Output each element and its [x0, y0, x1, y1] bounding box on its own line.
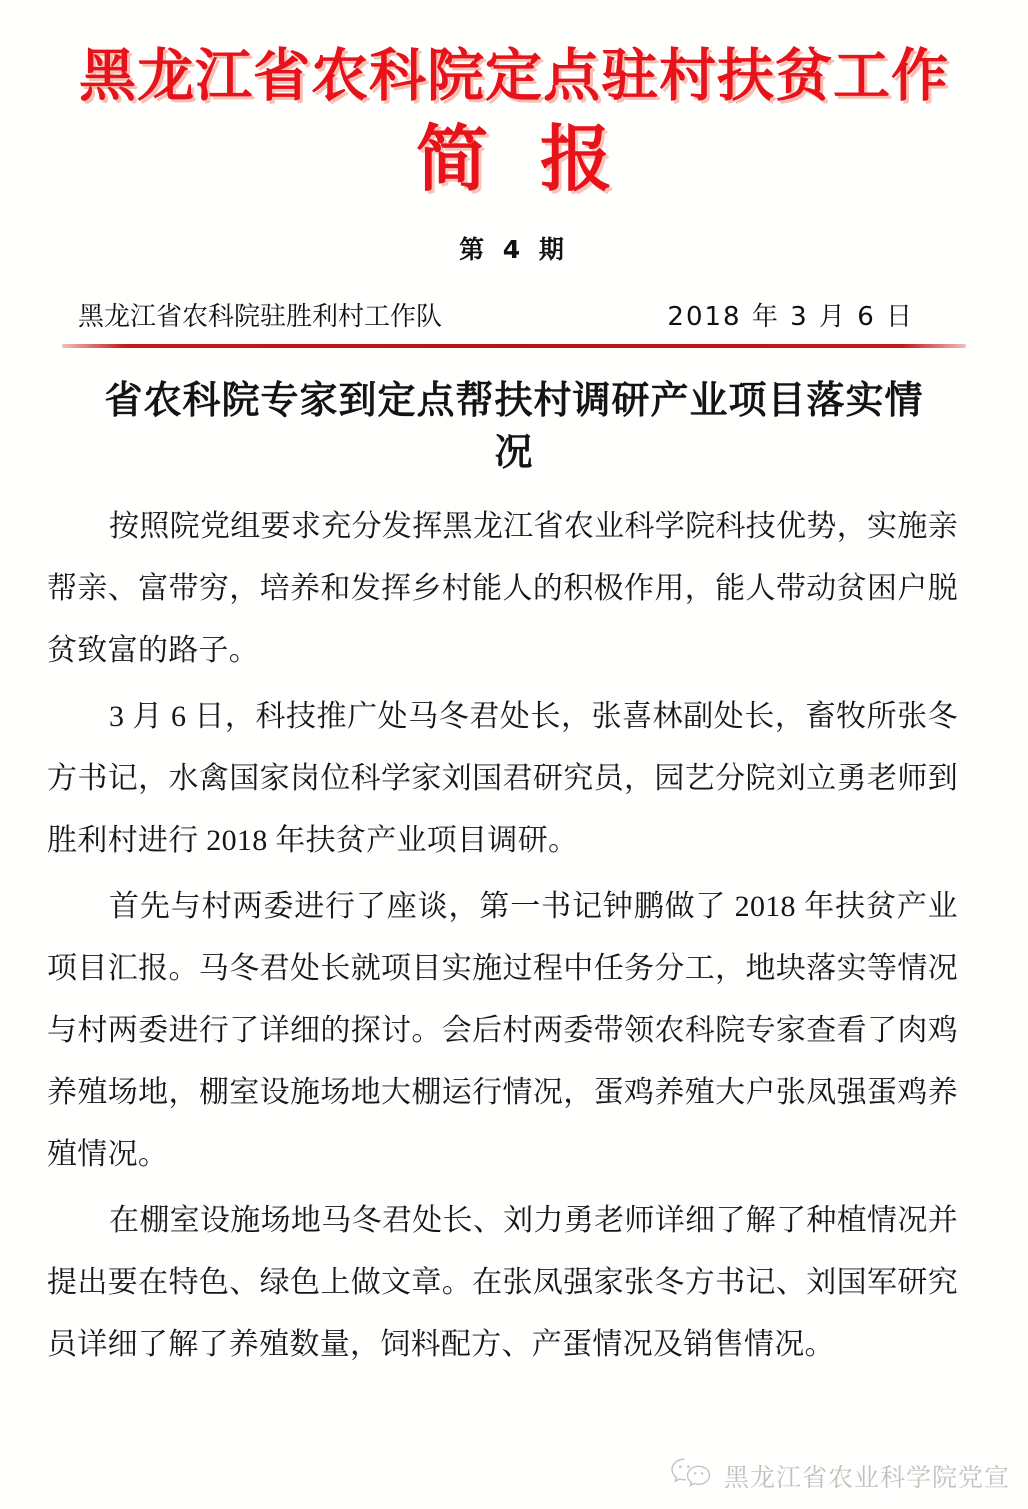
article-headline: 省农科院专家到定点帮扶村调研产业项目落实情况 — [104, 377, 924, 474]
body-paragraph: 首先与村两委进行了座谈，第一书记钟鹏做了 2018 年扶贫产业项目汇报。马冬君处长就项目实施过程中任务分工，地块落实等情况与村两委进行了详细的探讨。会后村两委带领农科院专家查看了肉鸡养殖场地，棚室设施场地大棚运行情况，蛋鸡养殖大户张凤强蛋鸡养殖情况。 — [47, 890, 958, 1172]
article-body — [47, 496, 958, 1376]
body-paragraph: 按照院党组要求充分发挥黑龙江省农业科学院科技优势，实施亲帮亲、富带穷，培养和发挥乡村能人的积极作用，能人带动贫困户脱贫致富的路子。 — [47, 510, 958, 668]
masthead-title-line1: 黑龙江省农科院定点驻村扶贫工作 — [79, 43, 949, 109]
body-paragraph: 3 月 6 日，科技推广处马冬君处长，张喜林副处长，畜牧所张冬方书记，水禽国家岗位科学家刘国君研究员，园艺分院刘立勇老师到胜利村进行 2018 年扶贫产业项目调研。 — [47, 700, 958, 858]
publication-date: 2018 年 3 月 6 日 — [667, 301, 914, 332]
red-divider-rule — [62, 344, 966, 348]
body-paragraph: 在棚室设施场地马冬君处长、刘力勇老师详细了解了种植情况并提出要在特色、绿色上做文章。在张凤强家张冬方书记、刘国军研究员详细了解了养殖数量，饲料配方、产蛋情况及销售情况。 — [47, 1204, 958, 1362]
masthead-title-line2: 简报 — [415, 116, 664, 201]
footer-attribution-label: 黑龙江省农业科学院党宣 — [723, 1462, 1010, 1492]
masthead — [0, 0, 1028, 204]
footer-attribution — [669, 1456, 1010, 1495]
issuing-organization: 黑龙江省农科院驻胜利村工作队 — [78, 301, 443, 332]
wechat-icon — [669, 1456, 715, 1495]
issue-number: 第 4 期 — [459, 234, 569, 264]
imprint-row — [78, 296, 956, 333]
